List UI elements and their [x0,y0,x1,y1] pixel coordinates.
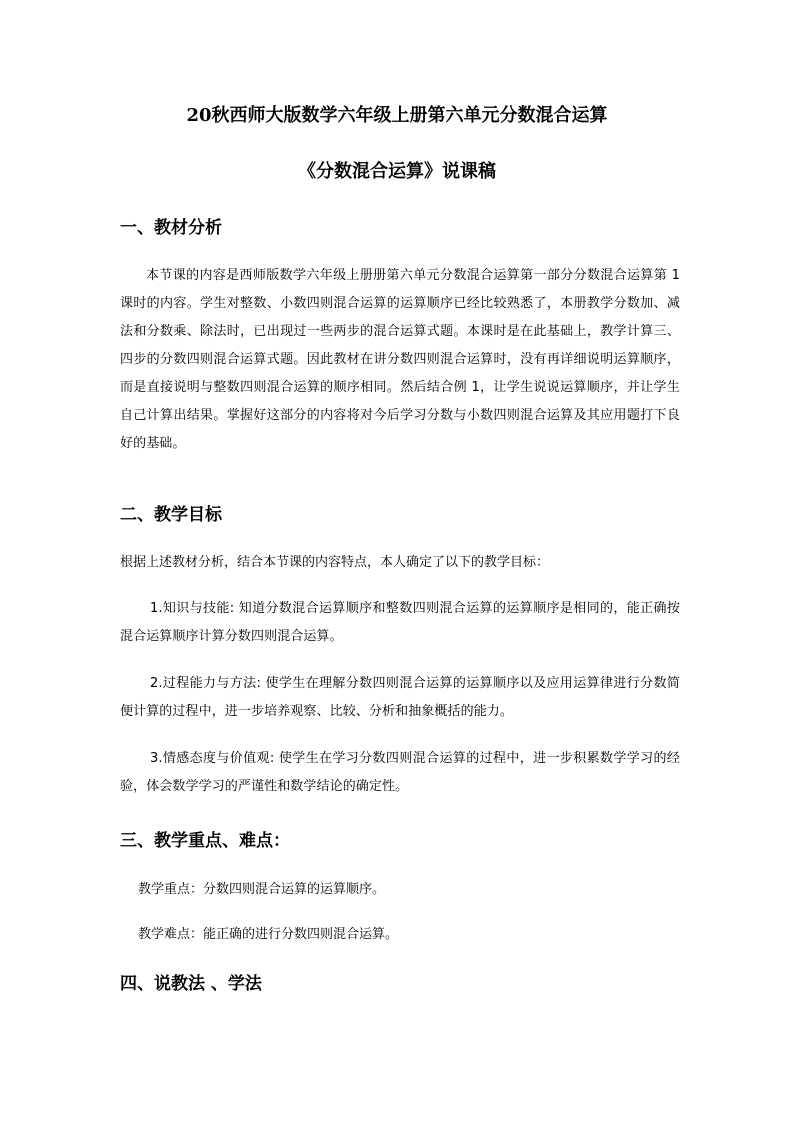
difficult-point-text: 教学难点：能正确的进行分数四则混合运算。 [138,927,399,942]
section-heading-key-difficult-points: 三、教学重点、难点： [120,831,290,851]
document-title-line2: 《分数混合运算》说课稿 [298,161,496,182]
section-heading-teaching-methods: 四、说教法 、学法 [120,974,262,994]
teaching-goals-intro: 根据上述教材分析，结合本节课的内容特点，本人确定了以下的教学目标： [120,555,550,570]
teaching-goal-attitude: 3.情感态度与价值观: 使学生在学习分数四则混合运算的过程中，进一步积累数学学习的经验，体会数学学习的严谨性和数学结论的确定性。 [120,751,680,794]
section-heading-textbook-analysis: 一、教材分析 [120,218,222,238]
teaching-goal-process: 2.过程能力与方法: 使学生在理解分数四则混合运算的运算顺序以及应用运算律进行分数简便计算的过程中，进一步培养观察、比较、分析和抽象概括的能力。 [120,676,680,719]
textbook-analysis-paragraph: 本节课的内容是西师版数学六年级上册册第六单元分数混合运算第一部分分数混合运算第 1 课时的内容。学生对整数、小数四则混合运算的运算顺序已经比较熟悉了，本册教学分数加、减法和分数乘、除法时，已出现过一些两步的混合运算式题。本课时是在此基础上，教学计算三、四步的分数四则混合运算式题。因此教材在讲分数四则混合运算时，没有再详细说明运算顺序，而是直接说明与整数四则混合运算的顺序相同。然后结合例 1，让学生说说运算顺序，并让学生自己计算出结果。掌握好这部分的内容将对今后学习分数与小数四则混合运算及其应用题打下良好的基础。 [120,268,680,451]
section-heading-teaching-goals: 二、教学目标 [120,505,222,525]
document-title-line1: 20秋西师大版数学六年级上册第六单元分数混合运算 [186,105,608,126]
key-point-text: 教学重点：分数四则混合运算的运算顺序。 [138,882,386,897]
teaching-goal-knowledge: 1.知识与技能: 知道分数混合运算顺序和整数四则混合运算的运算顺序是相同的，能正确按混合运算顺序计算分数四则混合运算。 [120,601,680,644]
